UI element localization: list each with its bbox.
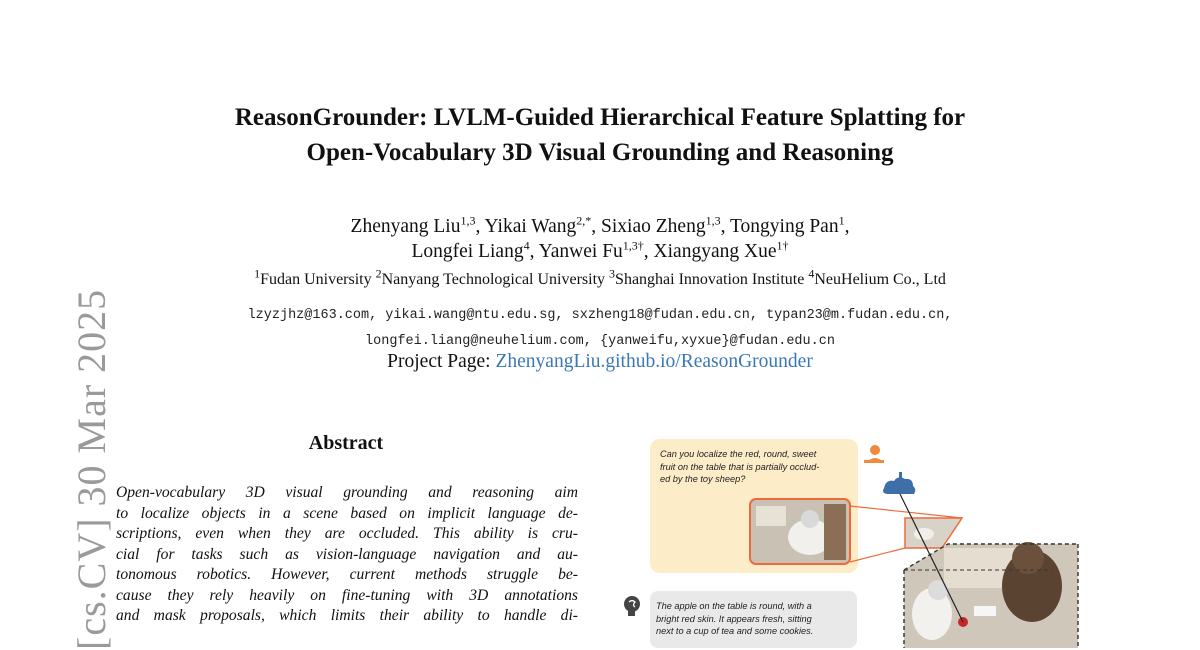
- affil-name: Fudan University: [260, 271, 372, 288]
- affil-sup: 3: [609, 266, 616, 281]
- project-page-label: Project Page:: [387, 351, 491, 372]
- affil-sup: 2: [375, 266, 382, 281]
- abstract-text: [116, 483, 578, 627]
- arxiv-watermark: [6, 288, 114, 650]
- author-line-1: Zhenyang Liu$^{1,3}$, Yikai Wang$^{2,*}$, Sixiao Zheng$^{1,3}$, Tongying Pan$^1$,: [350, 213, 850, 237]
- arxiv-id-text: [cs.CV] 30 Mar 2025: [69, 288, 114, 650]
- author-name: Xiangyang Xue: [653, 241, 777, 262]
- brain-icon: [624, 596, 640, 616]
- affil-name: Nanyang Technological University: [381, 271, 606, 288]
- author-name: Yanwei Fu: [538, 241, 623, 262]
- author-affil-sup: 1,3: [460, 213, 476, 228]
- author-name: Sixiao Zheng: [601, 216, 706, 237]
- author-affil-sup: 1,3: [705, 213, 721, 228]
- affil-name: NeuHelium Co., Ltd: [814, 271, 946, 288]
- abstract-line: tonomous robotics. However, current methods struggle be-: [116, 566, 578, 583]
- title-line-2: Open-Vocabulary 3D Visual Grounding and Reasoning: [306, 139, 894, 166]
- user-icon: [864, 445, 884, 463]
- abstract-line: cial for tasks such as vision-language navigation and au-: [116, 545, 578, 563]
- teaser-figure: [612, 436, 1092, 648]
- question-line: fruit on the table that is partially occlud-: [660, 461, 820, 472]
- abstract-line: to localize objects in a scene based on implicit language de-: [116, 504, 578, 522]
- affiliations: [100, 266, 1100, 289]
- author-name: Longfei Liang: [411, 241, 524, 262]
- affil-sup: 1: [254, 266, 261, 281]
- author-name: Tongying Pan: [729, 216, 839, 237]
- email-line-1: lzyzjhz@163.com, yikai.wang@ntu.edu.sg, sxzheng18@fudan.edu.cn, typan23@m.fudan.edu.cn,: [247, 308, 953, 323]
- cloud-robot-icon: [883, 472, 915, 494]
- question-line: Can you localize the red, round, sweet: [660, 449, 817, 459]
- figure-graphics: [612, 436, 1092, 648]
- scene-3d-view: [900, 494, 1078, 648]
- author-list: [150, 214, 1050, 264]
- answer-line: bright red skin. It appears fresh, sitting: [656, 613, 812, 624]
- author-affil-sup: 2,*: [576, 213, 592, 228]
- author-name: Yikai Wang: [484, 216, 577, 237]
- author-line-2: Longfei Liang$^4$, Yanwei $Fu^{1,3\dagger}$, Xiangyang Xue$^{1\dagger}$: [411, 238, 789, 262]
- project-page-link[interactable]: ZhenyangLiu.github.io/ReasonGrounder: [495, 351, 813, 372]
- author-affil-sup: 1: [838, 213, 845, 228]
- abstract-line: and mask proposals, which limits their ability to handle di-: [116, 607, 578, 624]
- email-line-2: longfei.liang@neuhelium.com, {yanweifu,xyxue}@fudan.edu.cn: [365, 334, 835, 349]
- abstract-line: Open-vocabulary 3D visual grounding and reasoning aim: [116, 484, 578, 501]
- author-emails: [80, 303, 1120, 355]
- answer-line: The apple on the table is round, with a: [656, 601, 812, 611]
- paper-title: [120, 100, 1080, 170]
- answer-line: next to a cup of tea and some cookies.: [656, 626, 814, 636]
- author-affil-sup: 4: [523, 238, 530, 253]
- title-line-1: ReasonGrounder: LVLM-Guided Hierarchical Feature Splatting for: [234, 104, 966, 131]
- author-affil-sup: 1,3†: [622, 238, 644, 253]
- affil-sup: 4: [808, 266, 815, 281]
- abstract-line: cause they rely heavily on fine-tuning with 3D annotations: [116, 586, 578, 604]
- project-page: [200, 351, 1000, 373]
- author-name: Zhenyang Liu: [350, 216, 461, 237]
- author-affil-sup: 1†: [776, 238, 789, 253]
- affil-name: Shanghai Innovation Institute: [615, 271, 805, 288]
- abstract-line: scriptions, even when they are occluded. This ability is cru-: [116, 525, 578, 542]
- question-line: ed by the toy sheep?: [660, 474, 746, 484]
- abstract-heading: Abstract: [308, 432, 384, 454]
